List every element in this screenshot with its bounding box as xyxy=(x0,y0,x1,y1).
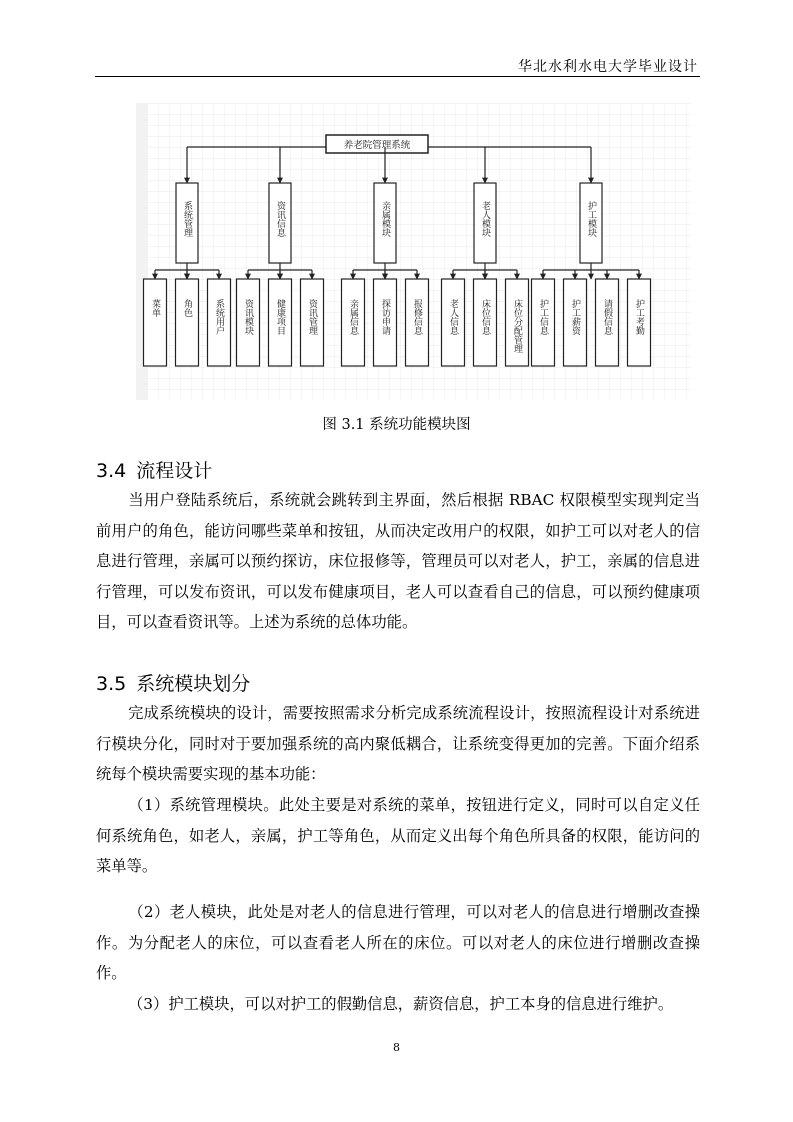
section-title: 系统模块划分 xyxy=(136,673,251,695)
child-node-label: 护工信息 xyxy=(538,299,548,335)
paragraph xyxy=(96,790,700,882)
child-node-label: 健康项目 xyxy=(275,299,285,335)
section-title: 流程设计 xyxy=(136,460,213,482)
section-number: 3.5 xyxy=(96,673,127,695)
paragraph xyxy=(96,698,700,790)
child-node-label: 床位信息 xyxy=(480,299,490,335)
child-node-label: 床位分配管理 xyxy=(512,299,522,353)
module-node-label: 老人模块 xyxy=(480,201,490,237)
child-node-label: 老人信息 xyxy=(448,299,458,335)
child-node-label: 资讯管理 xyxy=(307,299,317,335)
module-node-label: 系统管理 xyxy=(182,201,192,237)
child-node-label: 探访申请 xyxy=(380,299,390,335)
child-node-label: 菜单 xyxy=(150,299,160,317)
header-title: 华北水利水电大学毕业设计 xyxy=(518,59,698,75)
child-node-label: 亲属信息 xyxy=(348,299,358,335)
paragraph-text: （1）系统管理模块。此处主要是对系统的菜单，按钮进行定义，同时可以自定义任何系统角色，如老人，亲属，护工等角色，从而定义出每个角色所具备的权限，能访问的菜单等。 xyxy=(96,796,700,875)
section-heading-3-5 xyxy=(96,669,250,696)
paragraph-text: 当用户登陆系统后，系统就会跳转到主界面，然后根据 RBAC 权限模型实现判定当前用户的角色，能访问哪些菜单和按钮，从而决定改用户的权限，如护工可以对老人的信息进行管理，亲属可以预约探访，床位报修等，管理员可以对老人，护工，亲属的信息进行管理，可以发布资讯，可以发布健康项目，老人可以查看自己的信息，可以预约健康项目，可以查看资讯等。上述为系统的总体功能。 xyxy=(96,491,700,631)
child-node xyxy=(144,279,167,366)
paragraph xyxy=(96,485,700,638)
paragraph xyxy=(96,989,700,1020)
module-node-label: 护工模块 xyxy=(586,201,596,237)
paragraph-text: （3）护工模块，可以对护工的假勤信息，薪资信息，护工本身的信息进行维护。 xyxy=(128,995,674,1013)
child-node-label: 系统用户 xyxy=(214,299,224,335)
child-node xyxy=(176,279,199,366)
child-node-label: 资讯模块 xyxy=(243,299,253,335)
child-node-label: 护工薪资 xyxy=(570,299,580,335)
child-node-label: 请假信息 xyxy=(602,299,612,335)
module-diagram xyxy=(136,103,691,400)
section-heading-3-4 xyxy=(96,456,212,483)
module-node-label: 亲属模块 xyxy=(380,201,390,237)
section-number: 3.4 xyxy=(96,460,127,482)
child-node-label: 报修信息 xyxy=(412,299,422,335)
paragraph xyxy=(96,897,700,989)
page-number: 8 xyxy=(393,1041,400,1054)
figure-caption: 图 3.1 系统功能模块图 xyxy=(322,417,471,433)
module-node-label: 资讯信息 xyxy=(275,201,285,237)
child-node-label: 护工考勤 xyxy=(634,299,644,335)
paragraph-text: （2）老人模块，此处是对老人的信息进行管理，可以对老人的信息进行增删改查操作。为分配老人的床位，可以查看老人所在的床位。可以对老人的床位进行增删改查操作。 xyxy=(96,903,700,982)
paragraph-text: 完成系统模块的设计，需要按照需求分析完成系统流程设计，按照流程设计对系统进行模块分化，同时对于要加强系统的高内聚低耦合，让系统变得更加的完善。下面介绍系统每个模块需要实现的基本功能： xyxy=(96,704,700,783)
root-node-label: 养老院管理系统 xyxy=(343,140,411,151)
child-node-label: 角色 xyxy=(182,299,192,317)
page-header xyxy=(95,52,700,77)
